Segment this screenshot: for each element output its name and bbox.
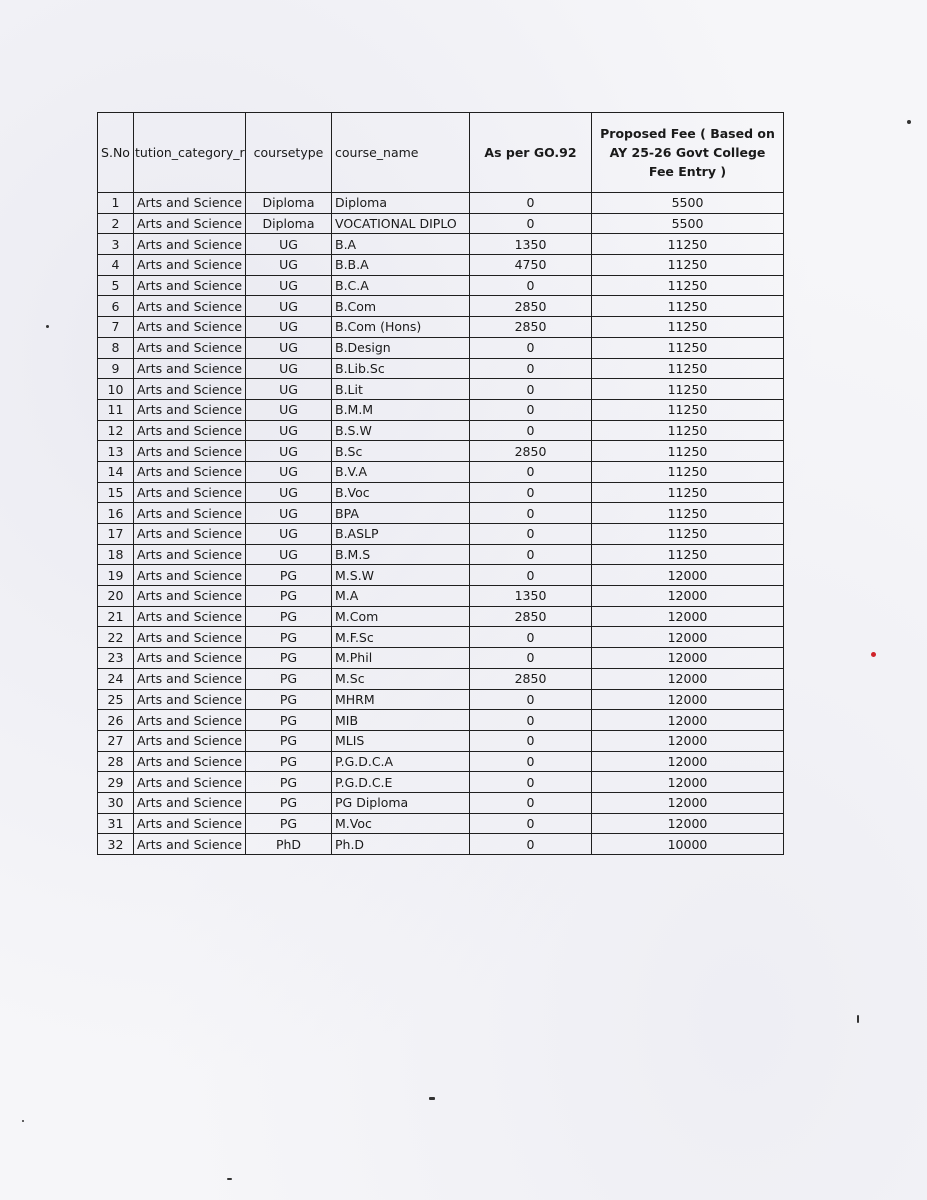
scan-speck — [429, 1097, 435, 1100]
cell-category: Arts and Science — [134, 461, 246, 482]
cell-proposed-fee: 11250 — [592, 234, 784, 255]
cell-as-per-go: 2850 — [470, 317, 592, 338]
cell-coursetype: PG — [246, 710, 332, 731]
cell-as-per-go: 0 — [470, 482, 592, 503]
table-row — [98, 337, 784, 358]
cell-coursetype: PG — [246, 813, 332, 834]
table-row — [98, 834, 784, 855]
table-row — [98, 606, 784, 627]
cell-course-name: B.C.A — [332, 275, 470, 296]
cell-as-per-go: 0 — [470, 461, 592, 482]
table-row — [98, 213, 784, 234]
fee-table — [97, 112, 784, 855]
table-row — [98, 792, 784, 813]
cell-as-per-go: 0 — [470, 399, 592, 420]
cell-proposed-fee: 12000 — [592, 648, 784, 669]
cell-coursetype: PG — [246, 627, 332, 648]
cell-coursetype: PG — [246, 730, 332, 751]
table-row — [98, 482, 784, 503]
cell-course-name: Ph.D — [332, 834, 470, 855]
scan-speck — [857, 1015, 859, 1023]
cell-as-per-go: 0 — [470, 420, 592, 441]
cell-sno: 22 — [98, 627, 134, 648]
cell-proposed-fee: 11250 — [592, 337, 784, 358]
cell-category: Arts and Science — [134, 275, 246, 296]
scan-speck — [907, 120, 911, 124]
table-row — [98, 234, 784, 255]
cell-course-name: M.F.Sc — [332, 627, 470, 648]
scan-speck — [46, 325, 49, 328]
cell-course-name: M.A — [332, 586, 470, 607]
cell-coursetype: UG — [246, 544, 332, 565]
cell-proposed-fee: 12000 — [592, 586, 784, 607]
cell-proposed-fee: 11250 — [592, 544, 784, 565]
cell-as-per-go: 0 — [470, 337, 592, 358]
header-proposed-fee: Proposed Fee ( Based on AY 25-26 Govt College Fee Entry ) — [592, 113, 784, 193]
cell-course-name: B.M.S — [332, 544, 470, 565]
cell-proposed-fee: 12000 — [592, 710, 784, 731]
cell-course-name: B.B.A — [332, 255, 470, 276]
cell-proposed-fee: 11250 — [592, 358, 784, 379]
table-row — [98, 668, 784, 689]
cell-as-per-go: 2850 — [470, 606, 592, 627]
cell-coursetype: UG — [246, 441, 332, 462]
cell-category: Arts and Science — [134, 358, 246, 379]
cell-course-name: P.G.D.C.A — [332, 751, 470, 772]
header-as-per-go: As per GO.92 — [470, 113, 592, 193]
cell-as-per-go: 0 — [470, 358, 592, 379]
cell-course-name: MHRM — [332, 689, 470, 710]
cell-proposed-fee: 11250 — [592, 399, 784, 420]
cell-sno: 2 — [98, 213, 134, 234]
cell-as-per-go: 2850 — [470, 441, 592, 462]
cell-sno: 5 — [98, 275, 134, 296]
cell-coursetype: PG — [246, 689, 332, 710]
cell-sno: 31 — [98, 813, 134, 834]
cell-as-per-go: 0 — [470, 792, 592, 813]
cell-as-per-go: 2850 — [470, 296, 592, 317]
cell-as-per-go: 0 — [470, 544, 592, 565]
table-row — [98, 544, 784, 565]
cell-course-name: PG Diploma — [332, 792, 470, 813]
cell-course-name: M.Phil — [332, 648, 470, 669]
cell-coursetype: UG — [246, 482, 332, 503]
cell-as-per-go: 0 — [470, 627, 592, 648]
table-row — [98, 296, 784, 317]
cell-category: Arts and Science — [134, 482, 246, 503]
scan-speck — [22, 1120, 24, 1122]
cell-as-per-go: 0 — [470, 503, 592, 524]
cell-as-per-go: 0 — [470, 772, 592, 793]
cell-proposed-fee: 11250 — [592, 503, 784, 524]
cell-sno: 9 — [98, 358, 134, 379]
cell-sno: 27 — [98, 730, 134, 751]
cell-course-name: B.A — [332, 234, 470, 255]
cell-category: Arts and Science — [134, 544, 246, 565]
cell-proposed-fee: 11250 — [592, 524, 784, 545]
cell-coursetype: UG — [246, 503, 332, 524]
cell-course-name: B.Voc — [332, 482, 470, 503]
cell-as-per-go: 0 — [470, 213, 592, 234]
cell-coursetype: PG — [246, 772, 332, 793]
cell-category: Arts and Science — [134, 586, 246, 607]
cell-as-per-go: 0 — [470, 813, 592, 834]
cell-proposed-fee: 5500 — [592, 213, 784, 234]
cell-proposed-fee: 11250 — [592, 379, 784, 400]
cell-proposed-fee: 12000 — [592, 627, 784, 648]
cell-category: Arts and Science — [134, 648, 246, 669]
cell-coursetype: UG — [246, 337, 332, 358]
cell-category: Arts and Science — [134, 524, 246, 545]
table-row — [98, 813, 784, 834]
cell-coursetype: PG — [246, 668, 332, 689]
table-row — [98, 586, 784, 607]
header-coursetype: coursetype — [246, 113, 332, 193]
table-row — [98, 461, 784, 482]
cell-category: Arts and Science — [134, 627, 246, 648]
cell-sno: 18 — [98, 544, 134, 565]
cell-category: Arts and Science — [134, 441, 246, 462]
cell-course-name: P.G.D.C.E — [332, 772, 470, 793]
cell-category: Arts and Science — [134, 337, 246, 358]
cell-sno: 16 — [98, 503, 134, 524]
cell-as-per-go: 0 — [470, 565, 592, 586]
cell-coursetype: PG — [246, 751, 332, 772]
cell-sno: 8 — [98, 337, 134, 358]
cell-category: Arts and Science — [134, 193, 246, 214]
cell-category: Arts and Science — [134, 668, 246, 689]
cell-coursetype: Diploma — [246, 213, 332, 234]
cell-coursetype: UG — [246, 420, 332, 441]
table-row — [98, 441, 784, 462]
cell-course-name: B.Sc — [332, 441, 470, 462]
cell-category: Arts and Science — [134, 420, 246, 441]
cell-as-per-go: 2850 — [470, 668, 592, 689]
table-row — [98, 399, 784, 420]
cell-proposed-fee: 12000 — [592, 689, 784, 710]
cell-as-per-go: 0 — [470, 379, 592, 400]
table-row — [98, 193, 784, 214]
cell-sno: 6 — [98, 296, 134, 317]
cell-course-name: B.V.A — [332, 461, 470, 482]
cell-proposed-fee: 12000 — [592, 751, 784, 772]
table-row — [98, 255, 784, 276]
cell-course-name: B.ASLP — [332, 524, 470, 545]
table-row — [98, 689, 784, 710]
cell-course-name: B.Lib.Sc — [332, 358, 470, 379]
cell-as-per-go: 0 — [470, 710, 592, 731]
cell-course-name: B.Com — [332, 296, 470, 317]
cell-coursetype: PG — [246, 792, 332, 813]
table-row — [98, 317, 784, 338]
cell-category: Arts and Science — [134, 689, 246, 710]
cell-sno: 21 — [98, 606, 134, 627]
cell-course-name: MLIS — [332, 730, 470, 751]
table-body — [98, 193, 784, 855]
table-row — [98, 648, 784, 669]
cell-proposed-fee: 11250 — [592, 461, 784, 482]
cell-coursetype: PG — [246, 606, 332, 627]
cell-sno: 26 — [98, 710, 134, 731]
cell-category: Arts and Science — [134, 234, 246, 255]
cell-category: Arts and Science — [134, 792, 246, 813]
cell-sno: 13 — [98, 441, 134, 462]
cell-proposed-fee: 11250 — [592, 420, 784, 441]
cell-category: Arts and Science — [134, 317, 246, 338]
cell-category: Arts and Science — [134, 296, 246, 317]
cell-proposed-fee: 12000 — [592, 668, 784, 689]
cell-category: Arts and Science — [134, 751, 246, 772]
cell-as-per-go: 0 — [470, 193, 592, 214]
cell-sno: 3 — [98, 234, 134, 255]
cell-coursetype: UG — [246, 296, 332, 317]
table-row — [98, 772, 784, 793]
cell-course-name: M.Sc — [332, 668, 470, 689]
scan-speck — [227, 1178, 232, 1180]
cell-coursetype: UG — [246, 358, 332, 379]
cell-sno: 32 — [98, 834, 134, 855]
cell-course-name: M.Com — [332, 606, 470, 627]
header-category: tution_category_r — [134, 113, 246, 193]
cell-course-name: B.Com (Hons) — [332, 317, 470, 338]
cell-coursetype: UG — [246, 399, 332, 420]
cell-sno: 7 — [98, 317, 134, 338]
table-row — [98, 627, 784, 648]
cell-category: Arts and Science — [134, 710, 246, 731]
cell-sno: 24 — [98, 668, 134, 689]
cell-coursetype: UG — [246, 234, 332, 255]
cell-proposed-fee: 11250 — [592, 441, 784, 462]
table-row — [98, 565, 784, 586]
header-sno: S.No — [98, 113, 134, 193]
cell-coursetype: PG — [246, 586, 332, 607]
cell-proposed-fee: 12000 — [592, 565, 784, 586]
cell-coursetype: UG — [246, 255, 332, 276]
cell-sno: 17 — [98, 524, 134, 545]
table-row — [98, 358, 784, 379]
cell-as-per-go: 0 — [470, 648, 592, 669]
table-row — [98, 524, 784, 545]
cell-category: Arts and Science — [134, 213, 246, 234]
cell-coursetype: PG — [246, 565, 332, 586]
cell-proposed-fee: 12000 — [592, 813, 784, 834]
table-header — [98, 113, 784, 193]
cell-course-name: M.Voc — [332, 813, 470, 834]
cell-category: Arts and Science — [134, 565, 246, 586]
cell-course-name: M.S.W — [332, 565, 470, 586]
table-row — [98, 420, 784, 441]
cell-course-name: MIB — [332, 710, 470, 731]
cell-course-name: B.M.M — [332, 399, 470, 420]
cell-course-name: BPA — [332, 503, 470, 524]
cell-category: Arts and Science — [134, 834, 246, 855]
cell-as-per-go: 0 — [470, 730, 592, 751]
cell-sno: 19 — [98, 565, 134, 586]
cell-proposed-fee: 11250 — [592, 482, 784, 503]
cell-category: Arts and Science — [134, 255, 246, 276]
cell-as-per-go: 4750 — [470, 255, 592, 276]
table-row — [98, 751, 784, 772]
cell-sno: 20 — [98, 586, 134, 607]
cell-proposed-fee: 10000 — [592, 834, 784, 855]
cell-course-name: VOCATIONAL DIPLO — [332, 213, 470, 234]
header-course-name: course_name — [332, 113, 470, 193]
table-row — [98, 275, 784, 296]
cell-as-per-go: 0 — [470, 524, 592, 545]
cell-sno: 11 — [98, 399, 134, 420]
cell-proposed-fee: 11250 — [592, 317, 784, 338]
header-row — [98, 113, 784, 193]
cell-coursetype: Diploma — [246, 193, 332, 214]
cell-sno: 29 — [98, 772, 134, 793]
cell-sno: 15 — [98, 482, 134, 503]
cell-proposed-fee: 12000 — [592, 772, 784, 793]
cell-as-per-go: 0 — [470, 834, 592, 855]
cell-proposed-fee: 11250 — [592, 255, 784, 276]
cell-coursetype: PhD — [246, 834, 332, 855]
cell-proposed-fee: 12000 — [592, 730, 784, 751]
cell-category: Arts and Science — [134, 813, 246, 834]
cell-sno: 14 — [98, 461, 134, 482]
cell-category: Arts and Science — [134, 772, 246, 793]
cell-coursetype: UG — [246, 524, 332, 545]
cell-as-per-go: 0 — [470, 751, 592, 772]
cell-as-per-go: 1350 — [470, 234, 592, 255]
cell-sno: 10 — [98, 379, 134, 400]
red-mark — [871, 652, 876, 657]
table-row — [98, 710, 784, 731]
table-row — [98, 730, 784, 751]
cell-category: Arts and Science — [134, 379, 246, 400]
cell-sno: 28 — [98, 751, 134, 772]
cell-course-name: B.Design — [332, 337, 470, 358]
cell-proposed-fee: 11250 — [592, 296, 784, 317]
cell-proposed-fee: 12000 — [592, 792, 784, 813]
cell-coursetype: UG — [246, 379, 332, 400]
cell-as-per-go: 0 — [470, 689, 592, 710]
cell-category: Arts and Science — [134, 730, 246, 751]
cell-coursetype: UG — [246, 275, 332, 296]
cell-proposed-fee: 12000 — [592, 606, 784, 627]
cell-sno: 30 — [98, 792, 134, 813]
cell-sno: 25 — [98, 689, 134, 710]
cell-category: Arts and Science — [134, 503, 246, 524]
cell-course-name: B.S.W — [332, 420, 470, 441]
cell-coursetype: UG — [246, 461, 332, 482]
cell-category: Arts and Science — [134, 399, 246, 420]
cell-proposed-fee: 11250 — [592, 275, 784, 296]
cell-coursetype: PG — [246, 648, 332, 669]
cell-sno: 1 — [98, 193, 134, 214]
cell-sno: 23 — [98, 648, 134, 669]
cell-as-per-go: 0 — [470, 275, 592, 296]
cell-category: Arts and Science — [134, 606, 246, 627]
table-row — [98, 503, 784, 524]
cell-course-name: B.Lit — [332, 379, 470, 400]
cell-course-name: Diploma — [332, 193, 470, 214]
table-row — [98, 379, 784, 400]
cell-coursetype: UG — [246, 317, 332, 338]
cell-proposed-fee: 5500 — [592, 193, 784, 214]
cell-as-per-go: 1350 — [470, 586, 592, 607]
cell-sno: 12 — [98, 420, 134, 441]
cell-sno: 4 — [98, 255, 134, 276]
